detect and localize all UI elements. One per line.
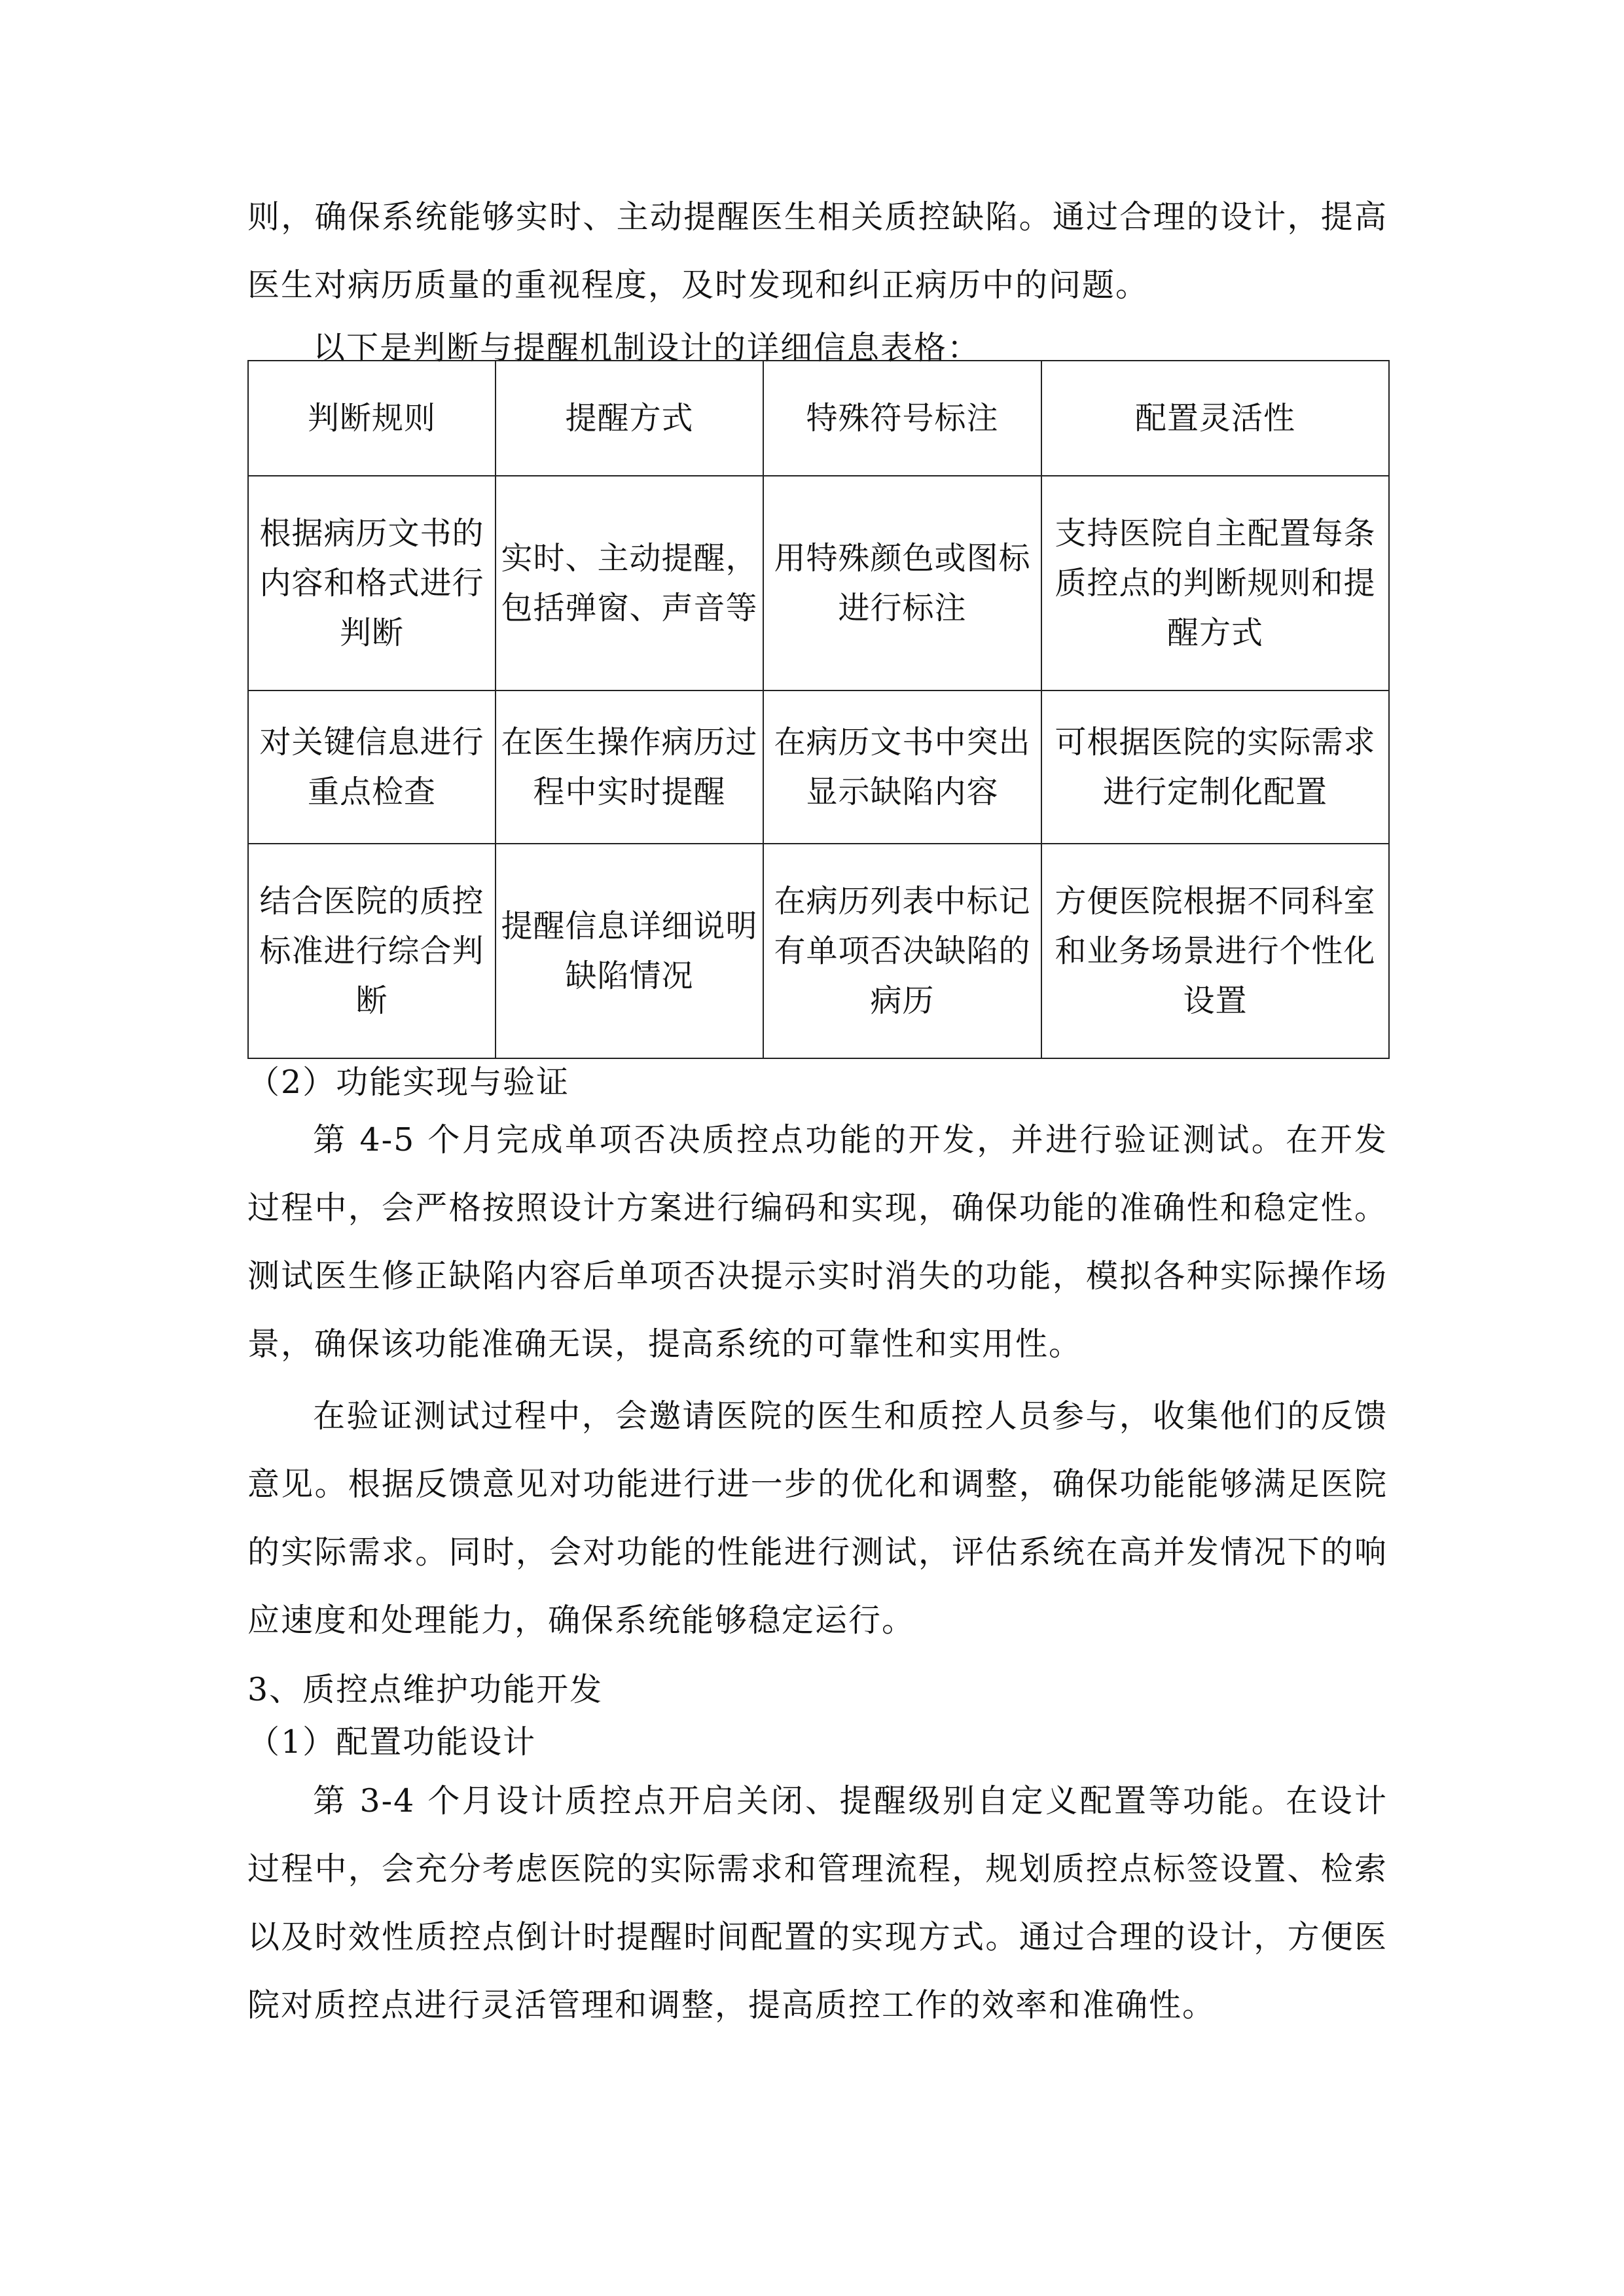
table-cell: 对关键信息进行重点检查 xyxy=(248,691,496,844)
table-cell: 根据病历文书的内容和格式进行判断 xyxy=(248,476,496,691)
section-2-paragraph-2: 在验证测试过程中，会邀请医院的医生和质控人员参与，收集他们的反馈意见。根据反馈意见对功能进行进一步的优化和调整，确保功能能够满足医院的实际需求。同时，会对功能的性能进行测试，评估系统在高并发情况下的响应速度和处理能力，确保系统能够稳定运行。 xyxy=(247,1397,1388,1639)
table-cell: 方便医院根据不同科室和业务场景进行个性化设置 xyxy=(1041,844,1389,1058)
table-cell: 结合医院的质控标准进行综合判断 xyxy=(248,844,496,1058)
table-row xyxy=(248,476,1389,691)
intro-paragraph: 则，确保系统能够实时、主动提醒医生相关质控缺陷。通过合理的设计，提高医生对病历质量的重视程度，及时发现和纠正病历中的问题。 xyxy=(247,198,1388,304)
table-header-row xyxy=(248,361,1389,476)
section-3-heading: 3、质控点维护功能开发 xyxy=(247,1671,604,1708)
section-3-paragraph-1: 第 3-4 个月设计质控点开启关闭、提醒级别自定义配置等功能。在设计过程中，会充分考虑医院的实际需求和管理流程，规划质控点标签设置、检索以及时效性质控点倒计时提醒时间配置的实现方式。通过合理的设计，方便医院对质控点进行灵活管理和调整，提高质控工作的效率和准确性。 xyxy=(247,1782,1388,2024)
table-header-cell: 特殊符号标注 xyxy=(763,361,1041,476)
mechanism-table xyxy=(247,360,1390,1059)
section-2-paragraph-1: 第 4-5 个月完成单项否决质控点功能的开发，并进行验证测试。在开发过程中，会严格按照设计方案进行编码和实现，确保功能的准确性和稳定性。测试医生修正缺陷内容后单项否决提示实时消失的功能，模拟各种实际操作场景，确保该功能准确无误，提高系统的可靠性和实用性。 xyxy=(247,1121,1388,1363)
table-row xyxy=(248,844,1389,1058)
section-2-heading: （2）功能实现与验证 xyxy=(247,1064,570,1101)
table-header-cell: 判断规则 xyxy=(248,361,496,476)
table-intro: 以下是判断与提醒机制设计的详细信息表格： xyxy=(313,329,981,367)
section-3-subheading: （1）配置功能设计 xyxy=(247,1723,537,1761)
table-cell: 可根据医院的实际需求进行定制化配置 xyxy=(1041,691,1389,844)
table-cell: 在病历列表中标记有单项否决缺陷的病历 xyxy=(763,844,1041,1058)
table-header-cell: 提醒方式 xyxy=(496,361,763,476)
table-row xyxy=(248,691,1389,844)
table-cell: 支持医院自主配置每条质控点的判断规则和提醒方式 xyxy=(1041,476,1389,691)
table-cell: 在医生操作病历过程中实时提醒 xyxy=(496,691,763,844)
table-cell: 实时、主动提醒，包括弹窗、声音等 xyxy=(496,476,763,691)
table-header-cell: 配置灵活性 xyxy=(1041,361,1389,476)
table-cell: 提醒信息详细说明缺陷情况 xyxy=(496,844,763,1058)
table-cell: 用特殊颜色或图标进行标注 xyxy=(763,476,1041,691)
table-cell: 在病历文书中突出显示缺陷内容 xyxy=(763,691,1041,844)
